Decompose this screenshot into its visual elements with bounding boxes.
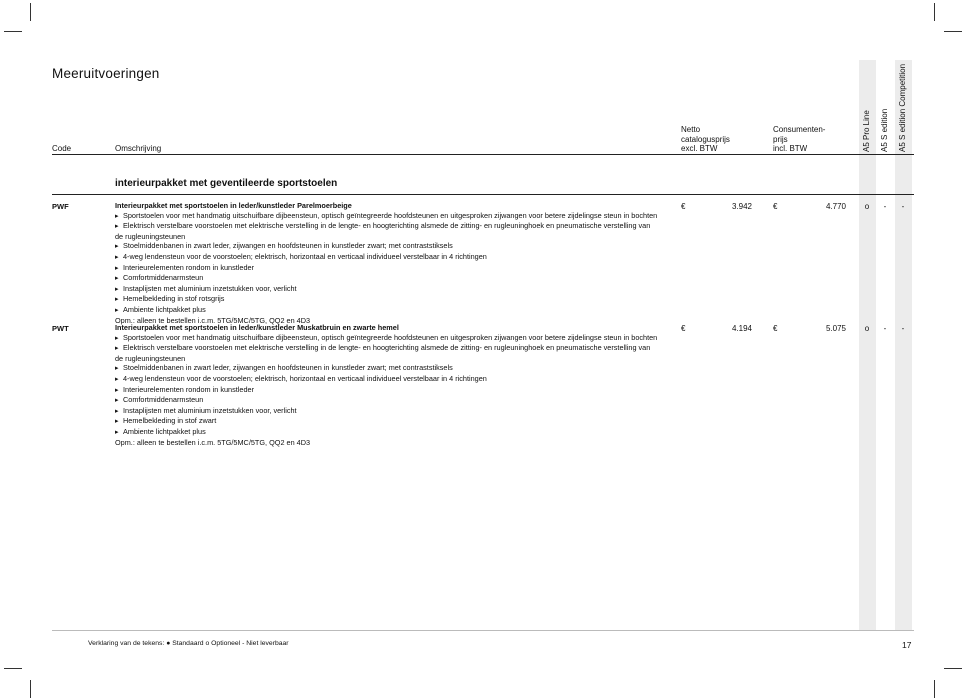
legend: Verklaring van de tekens: ● Standaard o Optioneel - Niet leverbaar [88,640,289,647]
header-consumenten-line: prijs [773,134,788,144]
crop-mark [4,31,22,32]
availability-pro-line: o [864,202,870,211]
row-title: Interieurpakket met sportstoelen in leder/kunstleder Parelmoerbeige [115,201,352,210]
header-rule [52,154,914,155]
euro-sign: € [681,202,686,211]
crop-mark [4,668,22,669]
availability-s-edition: - [883,324,887,333]
header-consumenten-line: incl. BTW [773,144,808,153]
row-bullet: ▸ Sportstoelen voor met handmatig uitschuifbare dijbeensteun, optisch geïntegreerde hoofdsteunen en uitgesproken zijwangen voor betere zijdelingse steun in bochten [115,211,660,222]
header-consumenten-line: Consumenten- [773,125,826,134]
row-bullet: ▸ Ambiente lichtpakket plus [115,427,660,438]
row-bullet: ▸ Ambiente lichtpakket plus [115,305,660,316]
row-bullet: ▸ Hemelbekleding in stof zwart [115,416,660,427]
crop-mark [30,680,31,698]
header-model-pro-line: A5 Pro Line [862,110,871,152]
row-note: Opm.: alleen te bestellen i.c.m. 5TG/5MC/5TG, QQ2 en 4D3 [115,315,311,325]
header-netto-line: catalogusprijs [681,134,730,144]
row-description [115,323,660,447]
header-netto [681,125,730,154]
page-number: 17 [902,640,912,650]
row-bullet: ▸ Stoelmiddenbanen in zwart leder, zijwangen en hoofdsteunen in kunstleder zwart; met contraststiksels [115,241,660,252]
availability-pro-line: o [864,324,870,333]
footer-rule [52,630,914,631]
row-bullet: ▸ Instaplijsten met aluminium inzetstukken voor, verlicht [115,406,660,417]
netto-price: 4.194 [731,324,752,333]
crop-mark [934,680,935,698]
availability-s-edition-competition: - [901,202,905,211]
row-bullet: ▸ Stoelmiddenbanen in zwart leder, zijwangen en hoofdsteunen in kunstleder zwart; met contraststiksels [115,363,660,374]
crop-mark [944,668,962,669]
row-description [115,201,660,325]
row-note: Opm.: alleen te bestellen i.c.m. 5TG/5MC/5TG, QQ2 en 4D3 [115,437,311,447]
header-netto-line: Netto [681,125,701,134]
row-bullet: ▸ Interieurelementen rondom in kunstleder [115,385,660,396]
row-bullet: ▸ Interieurelementen rondom in kunstleder [115,263,660,274]
header-netto-line: excl. BTW [681,144,718,153]
page-title: Meeruitvoeringen [52,66,160,81]
crop-mark [30,3,31,21]
availability-s-edition-competition: - [901,324,905,333]
row-bullet: ▸ Sportstoelen voor met handmatig uitschuifbare dijbeensteun, optisch geïntegreerde hoofdsteunen en uitgesproken zijwangen voor betere zijdelingse steun in bochten [115,333,660,344]
row-bullet: ▸ 4-weg lendensteun voor de voorstoelen; elektrisch, horizontaal en verticaal individueel verstelbaar in 4 richtingen [115,374,660,385]
header-model-s-edition: A5 S edition [880,108,889,152]
row-code: PWT [52,324,69,333]
header-omschrijving: Omschrijving [115,144,162,153]
row-title: Interieurpakket met sportstoelen in leder/kunstleder Muskatbruin en zwarte hemel [115,323,399,332]
section-title: interieurpakket met geventileerde sportstoelen [115,178,338,189]
consumer-price: 4.770 [825,202,846,211]
header-consumentenprijs [773,125,825,154]
row-bullet: ▸ Elektrisch verstelbare voorstoelen met elektrische verstelling in de lengte- en hoogterichting alsmede de zitting- en rugleuninghoek en pneumatische verstelling van de rugleuningsteunen [115,343,660,363]
row-bullet: ▸ 4-weg lendensteun voor de voorstoelen; elektrisch, horizontaal en verticaal individueel verstelbaar in 4 richtingen [115,252,660,263]
consumer-price: 5.075 [825,324,846,333]
euro-sign: € [681,324,686,333]
euro-sign: € [773,324,778,333]
row-code: PWF [52,202,69,211]
row-bullet: ▸ Instaplijsten met aluminium inzetstukken voor, verlicht [115,284,660,295]
row-bullet: ▸ Elektrisch verstelbare voorstoelen met elektrische verstelling in de lengte- en hoogterichting alsmede de zitting- en rugleuninghoek en pneumatische verstelling van de rugleuningsteunen [115,221,660,241]
header-code: Code [52,144,72,153]
netto-price: 3.942 [731,202,752,211]
row-bullet: ▸ Comfortmiddenarmsteun [115,395,660,406]
row-bullet: ▸ Comfortmiddenarmsteun [115,273,660,284]
row-bullet: ▸ Hemelbekleding in stof rotsgrijs [115,294,660,305]
availability-s-edition: - [883,202,887,211]
header-model-s-edition-competition: A5 S edition Competition [898,63,907,152]
section-rule [52,194,914,195]
crop-mark [934,3,935,21]
crop-mark [944,31,962,32]
euro-sign: € [773,202,778,211]
